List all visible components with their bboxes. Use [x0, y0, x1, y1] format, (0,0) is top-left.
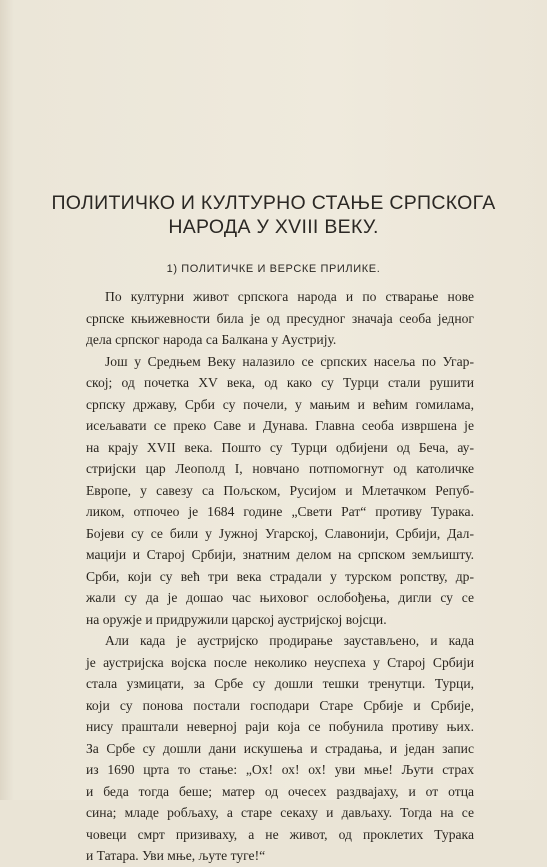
text-line: на оружје и придружили царској аустријској војсци.: [86, 611, 387, 627]
text-line: Али када је аустријско продирање заустављено, и када: [105, 633, 474, 648]
chapter-title: [0, 191, 547, 239]
chapter-title-line-1: ПОЛИТИЧКО И КУЛТУРНО СТАЊЕ СРПСКОГА: [51, 192, 496, 214]
text-line: По културни живот српскога народа и по стварање нове: [105, 289, 474, 304]
text-line: Европе, у савезу са Пољском, Русијом и Млетачком Репуб-: [86, 482, 474, 498]
text-line: За Србе су дошли дани искушења и страдања, и један запис: [86, 740, 474, 756]
text-line: жали су да је дошао час њиховог ослобођења, дигли су се: [86, 590, 474, 605]
chapter-title-line-2: НАРОДА У XVIII ВЕКУ.: [168, 216, 379, 238]
text-line: и беда тогда беше; матер од очесех раздвајаху, и от отца: [86, 783, 474, 799]
text-line: нису праштали неверној раји која се побунила противу њих.: [86, 719, 474, 734]
text-line: који су понова постали господари Старе Србије и Србије,: [86, 697, 474, 713]
text-line: ликом, отпочео је 1684 године „Свети Рат“ противу Турака.: [86, 504, 474, 519]
text-line: Бојеви су се били у Јужној Угарској, Славонији, Србији, Дал-: [86, 525, 474, 541]
text-line: дела српског народа са Балкана у Аустрију.: [86, 332, 337, 347]
section-heading: 1) ПОЛИТИЧКЕ И ВЕРСКЕ ПРИЛИКЕ.: [166, 263, 381, 275]
text-line: Срби, који су већ три века страдали у турском ропству, др-: [86, 568, 474, 584]
text-line: Још у Средњем Веку налазило се српских насеља по Угар-: [105, 353, 474, 369]
text-line: и Татара. Уви мње, љуте туге!“: [86, 848, 266, 863]
text-line: стала узмицати, за Србе су дошли тешки тренутци. Турци,: [86, 676, 474, 691]
text-line: је аустријска војска после неколико неуспеха у Старој Србији: [86, 654, 474, 670]
text-line: из 1690 црта то стање: „Ох! ох! ох! уви мње! Љути страх: [86, 762, 474, 777]
text-line: српску државу, Срби су почели, у мањим и већим гомилама,: [86, 396, 474, 412]
text-line: ској; од почетка XV века, од како су Турци стали рушити: [86, 375, 474, 390]
text-line: сина; младе робљаху, а старе секаху и дављаху. Тогда на се: [86, 805, 474, 820]
text-line: човеци смрт призиваху, а не живот, од проклетих Турака: [86, 826, 474, 842]
text-line: стријски цар Леополд I, новчано потпомогнут од католичке: [86, 461, 474, 476]
text-line: српске књижевности била је од пресудног значаја сеоба једног: [86, 310, 474, 326]
text-line: исељавати се преко Саве и Дунава. Главна сеоба извршена је: [86, 418, 474, 433]
text-line: мацији и Старој Србији, знатним делом на српском земљишту.: [86, 547, 474, 562]
body-text: [86, 286, 474, 867]
text-line: на крају XVII века. Пошто су Турци одбијени од Беча, ау-: [86, 439, 474, 455]
